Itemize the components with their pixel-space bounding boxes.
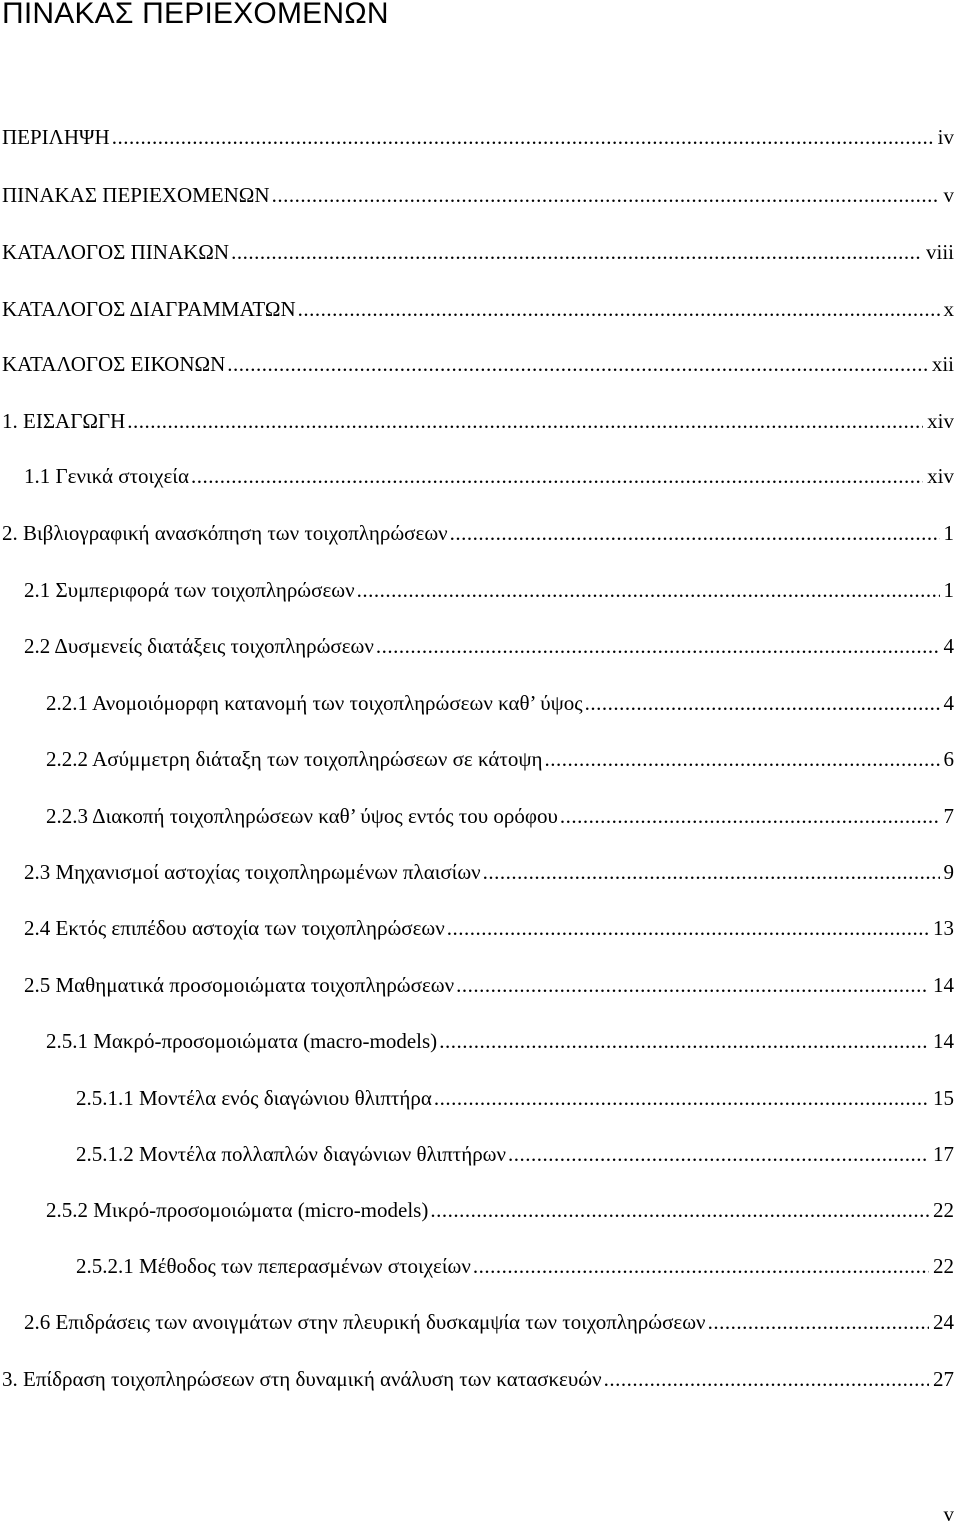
toc-entry-page: xiv (927, 409, 954, 433)
toc-entry-page: 15 (933, 1086, 954, 1110)
dot-leader (508, 1140, 929, 1168)
toc-entry[interactable] (76, 1252, 954, 1280)
toc-entry[interactable] (24, 971, 954, 999)
toc-entry-label: ΚΑΤΑΛΟΓΟΣ ΕΙΚΟΝΩΝ (2, 352, 226, 376)
dot-leader (231, 238, 922, 266)
toc-entry-page: 13 (933, 916, 954, 940)
page-number: v (943, 1502, 954, 1526)
toc-entry[interactable] (2, 407, 954, 435)
toc-entry-label: 2.5 Μαθηματικά προσομοιώματα τοιχοπληρώσεων (24, 973, 455, 997)
toc-entry-page: v (943, 183, 954, 207)
dot-leader (450, 519, 940, 547)
toc-entry[interactable] (24, 576, 954, 604)
toc-entry[interactable] (24, 914, 954, 942)
toc-entry[interactable] (24, 1308, 954, 1336)
toc-entry[interactable] (2, 1365, 954, 1393)
toc-entry[interactable] (24, 632, 954, 660)
toc-entry[interactable] (24, 858, 954, 886)
toc-entry-page: 1 (943, 578, 954, 602)
toc-entry-page: 17 (933, 1142, 954, 1166)
dot-leader (439, 1027, 929, 1055)
toc-entry-page: viii (925, 240, 954, 264)
toc-entry-page: 22 (933, 1198, 954, 1222)
toc-entry-label: 2.5.1.1 Μοντέλα ενός διαγώνιου θλιπτήρα (76, 1086, 432, 1110)
toc-entry-page: 4 (943, 634, 954, 658)
dot-leader (447, 914, 929, 942)
toc-entry-page: 1 (943, 521, 954, 545)
toc-entry-label: 2.2 Δυσμενείς διατάξεις τοιχοπληρώσεων (24, 634, 374, 658)
toc-entry-page: 27 (933, 1367, 954, 1391)
toc-entry-label: 1. ΕΙΣΑΓΩΓΗ (2, 409, 126, 433)
toc-entry[interactable] (46, 689, 954, 717)
toc-entry[interactable] (46, 745, 954, 773)
toc-entry-page: 7 (943, 804, 954, 828)
toc-entry-label: 1.1 Γενικά στοιχεία (24, 464, 189, 488)
toc-entry-label: ΠΕΡΙΛΗΨΗ (2, 125, 110, 149)
toc-entry-label: ΚΑΤΑΛΟΓΟΣ ΠΙΝΑΚΩΝ (2, 240, 230, 264)
toc-entry-label: 2.5.1 Μακρό-προσομοιώματα (macro-models) (46, 1029, 438, 1053)
dot-leader (544, 745, 939, 773)
page-title: ΠΙΝΑΚΑΣ ΠΕΡΙΕΧΟΜΕΝΩΝ (2, 0, 389, 30)
dot-leader (708, 1308, 929, 1336)
dot-leader (585, 689, 940, 717)
toc-entry[interactable] (46, 802, 954, 830)
toc-entry[interactable] (2, 350, 954, 378)
dot-leader (483, 858, 940, 886)
toc-entry-page: 9 (943, 860, 954, 884)
toc-entry-page: 22 (933, 1254, 954, 1278)
toc-entry-page: xii (931, 352, 954, 376)
toc-entry[interactable] (2, 519, 954, 547)
toc-entry-label: ΚΑΤΑΛΟΓΟΣ ΔΙΑΓΡΑΜΜΑΤΩΝ (2, 297, 296, 321)
toc-entry-label: ΠΙΝΑΚΑΣ ΠΕΡΙΕΧΟΜΕΝΩΝ (2, 183, 270, 207)
dot-leader (434, 1084, 929, 1112)
toc-entry-label: 2.6 Επιδράσεις των ανοιγμάτων στην πλευρική δυσκαμψία των τοιχοπληρώσεων (24, 1310, 706, 1334)
toc-entry[interactable] (46, 1027, 954, 1055)
toc-entry-label: 2.5.2 Μικρό-προσομοιώματα (micro-models) (46, 1198, 429, 1222)
toc-entry[interactable] (76, 1084, 954, 1112)
toc-entry-page: x (943, 297, 954, 321)
dot-leader (357, 576, 940, 604)
toc-entry[interactable] (2, 238, 954, 266)
toc-entry-label: 2.3 Μηχανισμοί αστοχίας τοιχοπληρωμένων πλαισίων (24, 860, 481, 884)
dot-leader (604, 1365, 929, 1393)
toc-entry[interactable] (2, 181, 954, 209)
toc-entry-page: 24 (933, 1310, 954, 1334)
toc-entry-label: 2.2.2 Ασύμμετρη διάταξη των τοιχοπληρώσεων σε κάτοψη (46, 747, 543, 771)
toc-entry[interactable] (24, 462, 954, 490)
toc-entry-page: 14 (933, 973, 954, 997)
toc-entry-label: 3. Επίδραση τοιχοπληρώσεων στη δυναμική ανάλυση των κατασκευών (2, 1367, 602, 1391)
toc-entry-label: 2.1 Συμπεριφορά των τοιχοπληρώσεων (24, 578, 355, 602)
toc-entry-page: 4 (943, 691, 954, 715)
toc-entry-label: 2.4 Εκτός επιπέδου αστοχία των τοιχοπληρώσεων (24, 916, 445, 940)
toc-entry-label: 2.2.3 Διακοπή τοιχοπληρώσεων καθ’ ύψος εντός του ορόφου (46, 804, 558, 828)
dot-leader (560, 802, 940, 830)
toc-entry-page: 6 (943, 747, 954, 771)
toc-entry-label: 2.2.1 Ανομοιόμορφη κατανομή των τοιχοπληρώσεων καθ’ ύψος (46, 691, 583, 715)
toc-entry-label: 2. Βιβλιογραφική ανασκόπηση των τοιχοπληρώσεων (2, 521, 448, 545)
dot-leader (298, 295, 940, 323)
dot-leader (473, 1252, 929, 1280)
dot-leader (227, 350, 928, 378)
toc-entry-label: 2.5.1.2 Μοντέλα πολλαπλών διαγώνιων θλιπτήρων (76, 1142, 506, 1166)
dot-leader (191, 462, 923, 490)
dot-leader (112, 123, 934, 151)
toc-entry[interactable] (76, 1140, 954, 1168)
dot-leader (376, 632, 940, 660)
dot-leader (127, 407, 923, 435)
toc-entry[interactable] (46, 1196, 954, 1224)
toc-entry-page: iv (937, 125, 954, 149)
toc-entry[interactable] (2, 123, 954, 151)
toc-entry[interactable] (2, 295, 954, 323)
toc-entry-page: xiv (927, 464, 954, 488)
dot-leader (456, 971, 929, 999)
toc-entry-label: 2.5.2.1 Μέθοδος των πεπερασμένων στοιχείων (76, 1254, 471, 1278)
toc-entry-page: 14 (933, 1029, 954, 1053)
dot-leader (430, 1196, 929, 1224)
dot-leader (272, 181, 940, 209)
